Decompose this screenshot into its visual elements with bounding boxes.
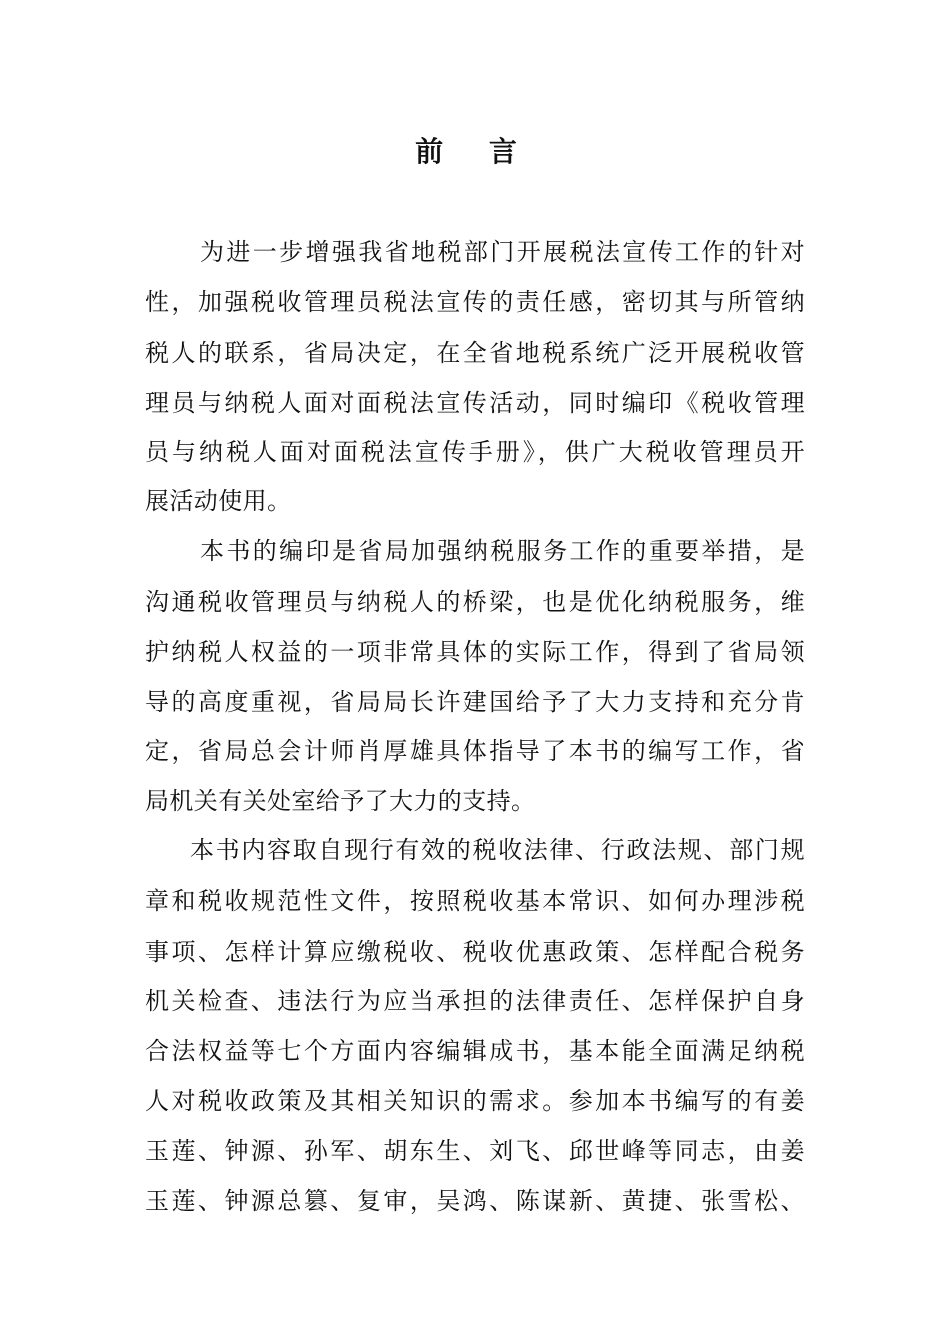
paragraph-1-line-6: 展活动使用。 bbox=[145, 487, 292, 515]
paragraph-3-line-8: 玉莲、钟源总篡、复审，吴鸿、陈谋新、黄捷、张雪松、 bbox=[145, 1187, 805, 1215]
paragraph-3-line-7: 玉莲、钟源、孙军、胡东生、刘飞、邱世峰等同志，由姜 bbox=[145, 1137, 805, 1165]
paragraph-3-line-3: 事项、怎样计算应缴税收、税收优惠政策、怎样配合税务 bbox=[145, 938, 805, 966]
paragraph-2-line-6: 局机关有关处室给予了大力的支持。 bbox=[145, 787, 536, 815]
paragraph-2-line-5: 定，省局总会计师肖厚雄具体指导了本书的编写工作，省 bbox=[145, 737, 805, 765]
paragraph-1-line-4: 理员与纳税人面对面税法宣传活动，同时编印《税收管理 bbox=[145, 389, 805, 417]
paragraph-2-line-2: 沟通税收管理员与纳税人的桥梁，也是优化纳税服务，维 bbox=[145, 588, 805, 616]
page-title: 前 言 bbox=[415, 135, 535, 168]
paragraph-3-line-4: 机关检查、违法行为应当承担的法律责任、怎样保护自身 bbox=[145, 987, 805, 1015]
paragraph-2-line-3: 护纳税人权益的一项非常具体的实际工作，得到了省局领 bbox=[145, 638, 805, 666]
paragraph-2-line-4: 导的高度重视，省局局长许建国给予了大力支持和充分肯 bbox=[145, 688, 805, 716]
paragraph-3-line-6: 人对税收政策及其相关知识的需求。参加本书编写的有姜 bbox=[145, 1087, 805, 1115]
paragraph-3-line-2: 章和税收规范性文件，按照税收基本常识、如何办理涉税 bbox=[145, 887, 805, 915]
paragraph-3-line-5: 合法权益等七个方面内容编辑成书，基本能全面满足纳税 bbox=[145, 1037, 805, 1065]
paragraph-1-line-1: 为进一步增强我省地税部门开展税法宣传工作的针对 bbox=[200, 238, 805, 266]
paragraph-1-line-5: 员与纳税人面对面税法宣传手册》，供广大税收管理员开 bbox=[145, 438, 805, 466]
paragraph-1-line-2: 性，加强税收管理员税法宣传的责任感，密切其与所管纳 bbox=[145, 288, 805, 316]
paragraph-1-line-3: 税人的联系，省局决定，在全省地税系统广泛开展税收管 bbox=[145, 339, 805, 367]
paragraph-2-line-1: 本书的编印是省局加强纳税服务工作的重要举措，是 bbox=[200, 537, 805, 565]
paragraph-3-line-1: 本书内容取自现行有效的税收法律、行政法规、部门规 bbox=[190, 836, 805, 864]
